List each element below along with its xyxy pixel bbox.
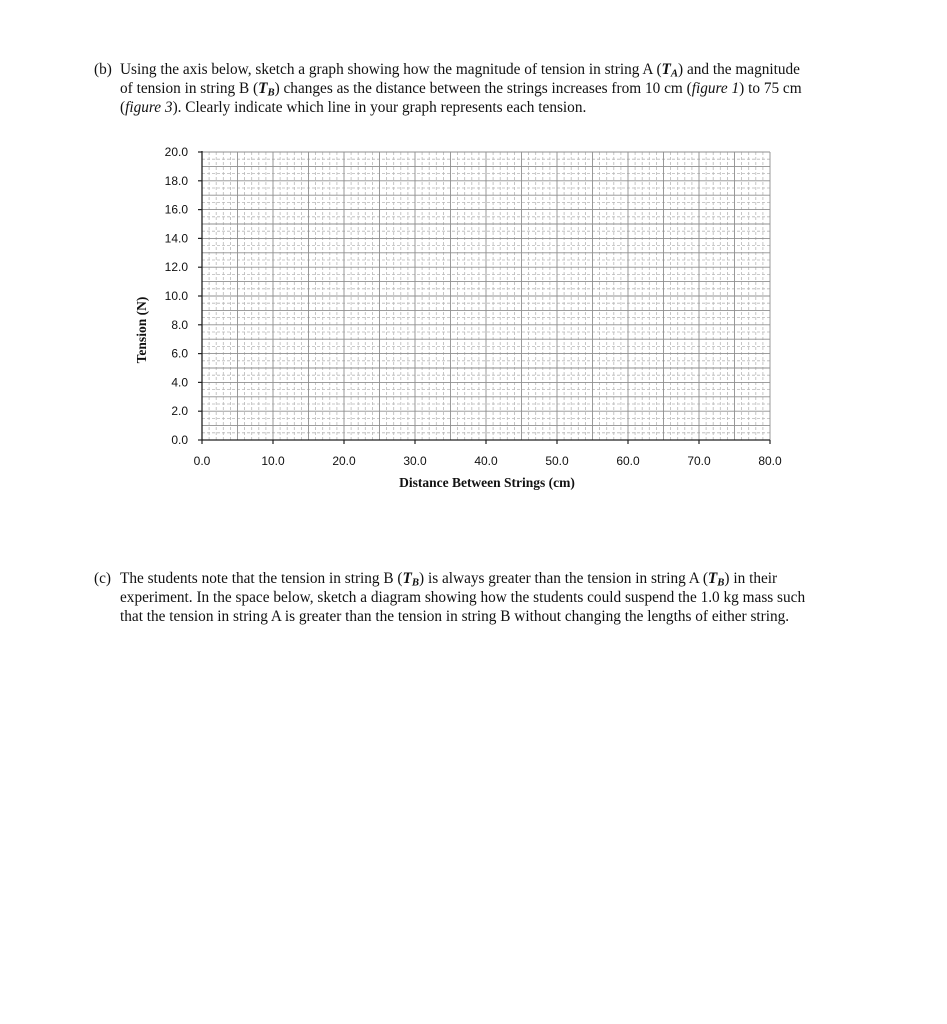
x-axis-label: Distance Between Strings (cm) [399,475,575,490]
x-tick-label: 80.0 [758,454,782,468]
y-tick-label: 10.0 [164,289,188,303]
tension-symbol-2: $T_B$ [707,570,725,589]
x-tick-label: 30.0 [403,454,427,468]
x-tick-label: 20.0 [332,454,356,468]
x-tick-label: 50.0 [545,454,569,468]
y-tick-label: 2.0 [171,404,188,419]
tick-labels [165,145,782,468]
question-c-label: (c) [94,570,111,587]
tension-b-symbol: $T_B$ [258,80,275,99]
x-tick-label: 40.0 [474,454,498,468]
y-tick-label: 18.0 [164,173,188,188]
tension-a-symbol: $T_A$ [661,61,679,80]
y-tick-label: 4.0 [171,375,188,390]
question-c [94,569,814,626]
question-b-label: (b) [94,61,112,78]
y-tick-label: 16.0 [164,202,188,217]
x-tick-label: 60.0 [616,454,640,468]
y-tick-label: 8.0 [171,317,188,332]
y-tick-label: 0.0 [171,433,188,447]
question-c-text: The students note that the tension in string B $(T_B)$ is always greater than the tension in string A $(T_B)$ in their experiment. In the space below, sketch a diagram showing how the students could suspend the 1.0 kg mass such that the tension in string A is greater than the tension in string B without changing the lengths of either string. [120,570,806,625]
tension-symbol-1: $T_B$ [402,570,420,589]
y-axis-label: Tension (N) [134,296,149,364]
y-tick-label: 14.0 [164,231,188,246]
y-tick-label: 20.0 [164,145,188,159]
major-gridlines [202,152,770,440]
question-b-text: Using the axis below, sketch a graph showing how the magnitude of tension in string A $(T_A)$ and the magnitude of tension in string B $(T_B)$ changes as the distance between the strings increases from 10 cm (figure 1) to 75 cm (figure 3). Clearly indicate which line in your graph represents each tension. [120,61,802,116]
y-tick-label: 12.0 [164,260,188,275]
x-tick-label: 10.0 [261,454,285,468]
x-tick-label: 0.0 [193,454,211,468]
x-tick-label: 70.0 [687,454,711,468]
y-tick-label: 6.0 [171,346,188,361]
